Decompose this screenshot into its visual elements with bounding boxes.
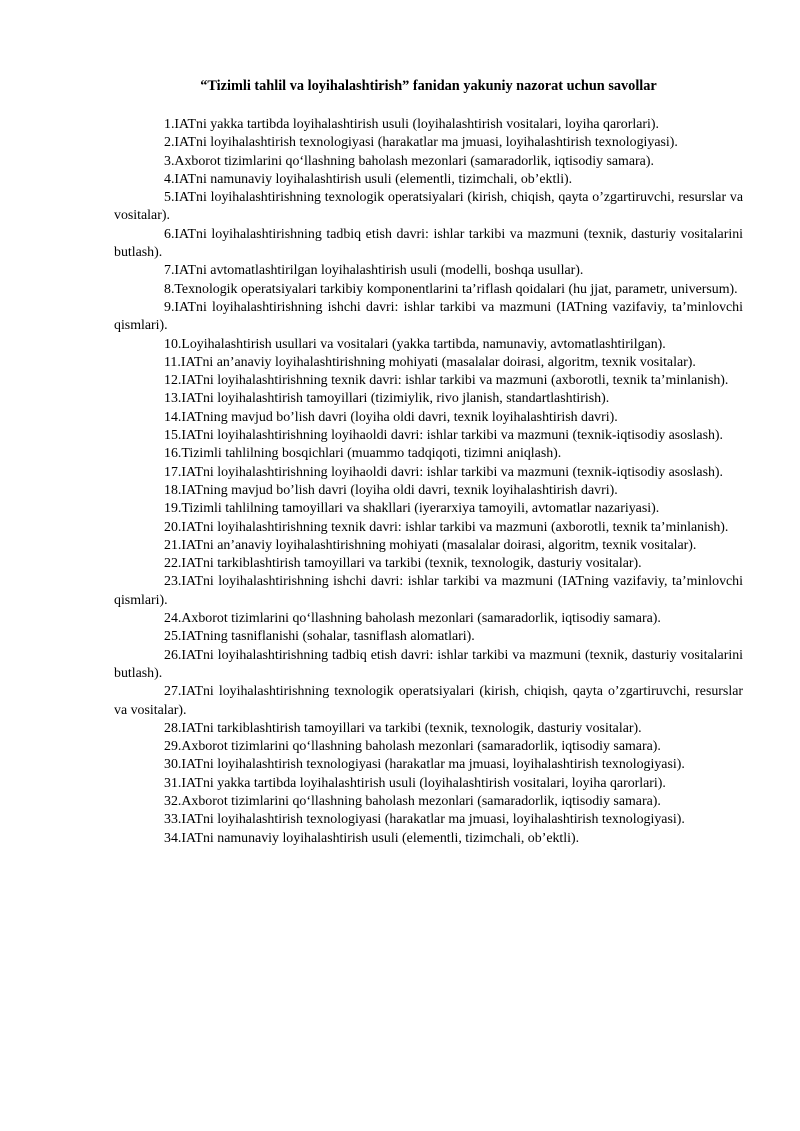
question-item [114, 171, 743, 189]
question-number: 34. [164, 830, 182, 846]
question-item [114, 555, 743, 573]
question-item [114, 647, 743, 684]
question-number: 25. [164, 629, 182, 645]
question-item [114, 427, 743, 445]
question-item [114, 336, 743, 354]
question-number: 9. [164, 299, 175, 315]
question-number: 32. [164, 793, 182, 809]
document-title: “Tizimli tahlil va loyihalashtirish” fanidan yakuniy nazorat uchun savollar [200, 78, 657, 94]
question-number: 26. [164, 647, 182, 663]
question-text: IATning mavjud bo’lish davri (loyiha oldi davri, texnik loyihalashtirish davri). [181, 409, 618, 425]
question-item [114, 756, 743, 774]
question-text: IATni loyihalashtirishning tadbiq etish davri: ishlar tarkibi va mazmuni (texnik, dasturiy vositalarini butlash). [114, 226, 743, 261]
question-number: 22. [164, 556, 182, 572]
question-number: 15. [164, 428, 182, 444]
question-number: 1. [164, 117, 175, 132]
question-list [114, 116, 743, 848]
question-text: Texnologik operatsiyalari tarkibiy komponentlarini ta’riflash qoidalari (hu jjat, parametr, universum). [174, 281, 738, 297]
question-number: 11. [164, 354, 181, 370]
question-text: Axborot tizimlarini qo‘llashning baholash mezonlari (samaradorlik, iqtisodiy samara). [181, 739, 661, 755]
question-item [114, 116, 743, 134]
question-number: 30. [164, 757, 182, 773]
question-item [114, 683, 743, 720]
question-text: IATni loyihalashtirish texnologiyasi (harakatlar ma jmuasi, loyihalashtirish texnologiyasi). [174, 135, 678, 151]
question-text: IATni an’anaviy loyihalashtirishning mohiyati (masalalar doirasi, algoritm, texnik vositalar). [181, 537, 697, 553]
question-text: IATni loyihalashtirishning texnologik operatsiyalari (kirish, chiqish, qayta o’zgartiruvchi, resurslar va vositalar). [114, 684, 743, 718]
question-item [114, 573, 743, 610]
question-item [114, 738, 743, 756]
question-item [114, 464, 743, 482]
question-number: 18. [164, 482, 182, 498]
question-text: IATni loyihalashtirishning ishchi davri: ishlar tarkibi va mazmuni (IATning vazifaviy, ta’minlovchi qismlari). [114, 574, 743, 608]
question-text: IATni loyihalashtirish texnologiyasi (harakatlar ma jmuasi, loyihalashtirish texnologiyasi). [181, 757, 685, 773]
question-item [114, 390, 743, 408]
question-text: IATni loyihalashtirishning loyihaoldi davri: ishlar tarkibi va mazmuni (texnik-iqtisodiy asoslash). [181, 464, 724, 480]
question-number: 31. [164, 775, 182, 791]
question-number: 19. [164, 501, 182, 517]
question-number: 4. [164, 171, 175, 187]
question-item [114, 226, 743, 263]
question-text: Axborot tizimlarini qo‘llashning baholash mezonlari (samaradorlik, iqtisodiy samara). [181, 793, 661, 809]
question-text: IATni loyihalashtirish texnologiyasi (harakatlar ma jmuasi, loyihalashtirish texnologiyasi). [181, 812, 685, 828]
question-text: IATni loyihalashtirish tamoyillari (tizimiylik, rivo jlanish, standartlashtirish). [181, 391, 610, 407]
question-item [114, 537, 743, 555]
question-number: 23. [164, 574, 182, 590]
question-number: 8. [164, 281, 175, 297]
question-item [114, 775, 743, 793]
question-number: 6. [164, 226, 175, 242]
question-number: 28. [164, 720, 182, 736]
question-number: 5. [164, 190, 175, 206]
question-number: 7. [164, 263, 175, 279]
question-text: Axborot tizimlarini qo‘llashning baholash mezonlari (samaradorlik, iqtisodiy samara). [181, 611, 661, 627]
question-item [114, 354, 743, 372]
question-text: IATni tarkiblashtirish tamoyillari va tarkibi (texnik, texnologik, dasturiy vositalar). [181, 720, 642, 736]
question-item [114, 482, 743, 500]
question-item [114, 134, 743, 152]
question-text: IATni loyihalashtirishning tadbiq etish davri: ishlar tarkibi va mazmuni (texnik, dasturiy vositalarini butlash). [114, 647, 743, 681]
question-item [114, 519, 743, 537]
question-text: IATning mavjud bo’lish davri (loyiha oldi davri, texnik loyihalashtirish davri). [181, 482, 618, 498]
question-text: IATni yakka tartibda loyihalashtirish usuli (loyihalashtirish vositalari, loyiha qarorlari). [181, 775, 666, 791]
question-item [114, 830, 743, 848]
question-number: 20. [164, 519, 182, 535]
question-number: 14. [164, 409, 182, 425]
question-number: 33. [164, 812, 182, 828]
question-number: 10. [164, 336, 182, 352]
question-item [114, 720, 743, 738]
question-number: 29. [164, 739, 182, 755]
question-text: IATning tasniflanishi (sohalar, tasniflash alomatlari). [181, 629, 475, 645]
question-item [114, 610, 743, 628]
question-number: 3. [164, 153, 175, 169]
question-text: IATni yakka tartibda loyihalashtirish usuli (loyihalashtirish vositalari, loyiha qarorlari). [174, 117, 659, 132]
question-text: IATni loyihalashtirishning ishchi davri: ishlar tarkibi va mazmuni (IATning vazifaviy, ta’minlovchi qismlari). [114, 299, 743, 334]
question-text: Tizimli tahlilning bosqichlari (muammo tadqiqoti, tizimni aniqlash). [181, 446, 562, 462]
document-page [114, 76, 743, 848]
question-text: IATni loyihalashtirishning texnik davri: ishlar tarkibi va mazmuni (axborotli, texnik ta’minlanish). [181, 519, 729, 535]
question-item [114, 628, 743, 646]
question-text: Axborot tizimlarini qo‘llashning baholash mezonlari (samaradorlik, iqtisodiy samara). [174, 153, 654, 169]
question-number: 13. [164, 391, 182, 407]
question-item [114, 262, 743, 280]
question-text: IATni avtomatlashtirilgan loyihalashtirish usuli (modelli, boshqa usullar). [174, 263, 584, 279]
question-number: 24. [164, 611, 182, 627]
question-item [114, 445, 743, 463]
question-number: 16. [164, 446, 182, 462]
question-text: IATni loyihalashtirishning loyihaoldi davri: ishlar tarkibi va mazmuni (texnik-iqtisodiy asoslash). [181, 428, 724, 444]
question-text: IATni an’anaviy loyihalashtirishning mohiyati (masalalar doirasi, algoritm, texnik vositalar). [180, 354, 696, 370]
question-item [114, 500, 743, 518]
question-item [114, 189, 743, 226]
question-item [114, 409, 743, 427]
question-number: 12. [164, 373, 182, 389]
question-text: IATni namunaviy loyihalashtirish usuli (elementli, tizimchali, ob’ektli). [174, 171, 573, 187]
question-text: Tizimli tahlilning tamoyillari va shakllari (iyerarxiya tamoyili, avtomatlar nazariyasi). [181, 501, 660, 517]
question-number: 21. [164, 537, 182, 553]
question-item [114, 299, 743, 336]
question-item [114, 811, 743, 829]
question-text: IATni namunaviy loyihalashtirish usuli (elementli, tizimchali, ob’ektli). [181, 830, 580, 846]
question-text: IATni tarkiblashtirish tamoyillari va tarkibi (texnik, texnologik, dasturiy vositalar). [181, 556, 642, 572]
question-item [114, 153, 743, 171]
question-item [114, 281, 743, 299]
question-text: IATni loyihalashtirishning texnologik operatsiyalari (kirish, chiqish, qayta o’zgartiruvchi, resurslar va vositalar). [114, 190, 743, 224]
question-number: 17. [164, 464, 182, 480]
question-text: IATni loyihalashtirishning texnik davri: ishlar tarkibi va mazmuni (axborotli, texnik ta’minlanish). [181, 373, 729, 389]
question-item [114, 372, 743, 390]
question-number: 2. [164, 135, 175, 151]
question-item [114, 793, 743, 811]
question-text: Loyihalashtirish usullari va vositalari (yakka tartibda, namunaviy, avtomatlashtirilgan). [181, 336, 666, 352]
question-number: 27. [164, 684, 182, 700]
